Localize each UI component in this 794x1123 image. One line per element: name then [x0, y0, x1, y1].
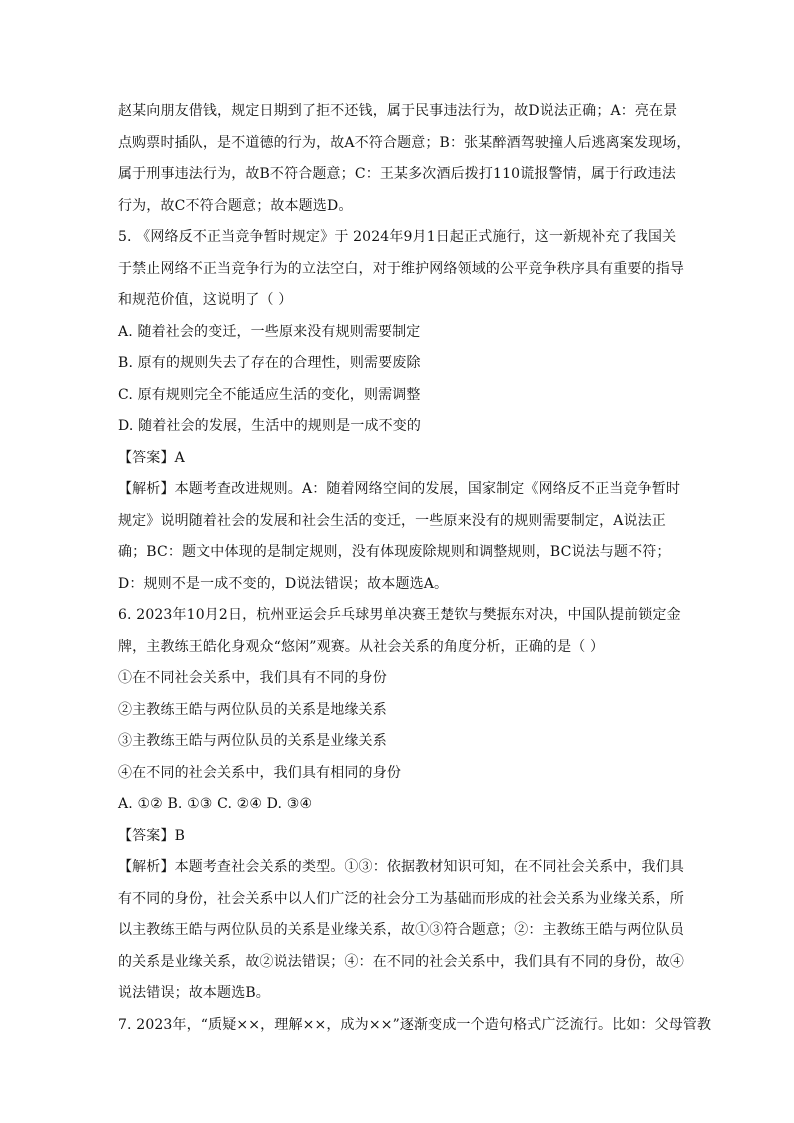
analysis-text: 说法错误；故本题选B。	[118, 985, 270, 1001]
analysis-text: 有不同的身份，社会关系中以人们广泛的社会分工为基础而形成的社会关系为业缘关系，所	[118, 890, 684, 907]
question-5-stem: 5. 《网络反不正当竞争暂时规定》于 2024年9月1日起正式施行，这一新规补充了我国关	[118, 229, 677, 245]
analysis-text: 确；BC：题文中体现的是制定规则，没有体现废除规则和调整规则，BC说法与题不符；	[118, 544, 671, 560]
text-line: 点购票时插队，是不道德的行为，故A不符合题意；B：张某醉酒驾驶撞人后逃离案发现场，	[118, 134, 691, 151]
text-line: 属于刑事违法行为，故B不符合题意；C：王某多次酒后拨打110谎报警情，属于行政违法	[118, 166, 676, 182]
analysis-text: 规定》说明随着社会的发展和社会生活的变迁，一些原来没有的规则需要制定，A说法正	[118, 512, 666, 529]
option-c: C. 原有规则完全不能适应生活的变化，则需调整	[118, 386, 421, 403]
answer-label: 【答案】B	[118, 827, 186, 844]
statement-4: ④在不同的社会关系中，我们具有相同的身份	[118, 764, 401, 781]
question-5-stem: 于禁止网络不正当竞争行为的立法空白，对于维护网络领域的公平竞争秩序具有重要的指导	[118, 260, 684, 277]
analysis-text: 的关系是业缘关系，故②说法错误；④：在不同的社会关系中，我们具有不同的身份，故④	[118, 953, 684, 970]
analysis-text: 【解析】本题考查改进规则。A：随着网络空间的发展，国家制定《网络反不正当竞争暂时	[118, 481, 681, 497]
question-5-stem: 和规范价值，这说明了（ ）	[118, 292, 293, 308]
answer-options: A. ①② B. ①③ C. ②④ D. ③④	[118, 796, 313, 812]
analysis-text: 【解析】本题考查社会关系的类型。①③：依据教材知识可知，在不同社会关系中，我们具	[118, 859, 684, 875]
option-b: B. 原有的规则失去了存在的合理性，则需要废除	[118, 355, 421, 371]
statement-3: ③主教练王皓与两位队员的关系是业缘关系	[118, 733, 387, 749]
analysis-text: D：规则不是一成不变的，D说法错误；故本题选A。	[118, 575, 449, 592]
answer-label: 【答案】A	[118, 449, 185, 466]
statement-2: ②主教练王皓与两位队员的关系是地缘关系	[118, 701, 387, 718]
text-line: 赵某向朋友借钱，规定日期到了拒不还钱，属于民事违法行为，故D说法正确；A：亮在景	[118, 103, 678, 119]
question-6-stem: 6. 2023年10月2日，杭州亚运会乒乓球男单决赛王楚钦与樊振东对决，中国队提前锁定金	[118, 607, 681, 623]
statement-1: ①在不同社会关系中，我们具有不同的身份	[118, 670, 387, 686]
text-line: 行为，故C不符合题意；故本题选D。	[118, 197, 353, 214]
analysis-text: 以主教练王皓与两位队员的关系是业缘关系，故①③符合题意；②：主教练王皓与两位队员	[118, 922, 684, 938]
document-page	[118, 96, 712, 1041]
question-7-stem: 7. 2023年，“质疑××，理解××，成为××”逐渐变成一个造句格式广泛流行。比如：父母管教	[118, 1016, 712, 1033]
option-a: A. 随着社会的变迁，一些原来没有规则需要制定	[118, 323, 421, 340]
option-d: D. 随着社会的发展，生活中的规则是一成不变的	[118, 418, 422, 434]
question-6-stem: 牌，主教练王皓化身观众“悠闲”观赛。从社会关系的角度分析，正确的是（ ）	[118, 638, 605, 655]
